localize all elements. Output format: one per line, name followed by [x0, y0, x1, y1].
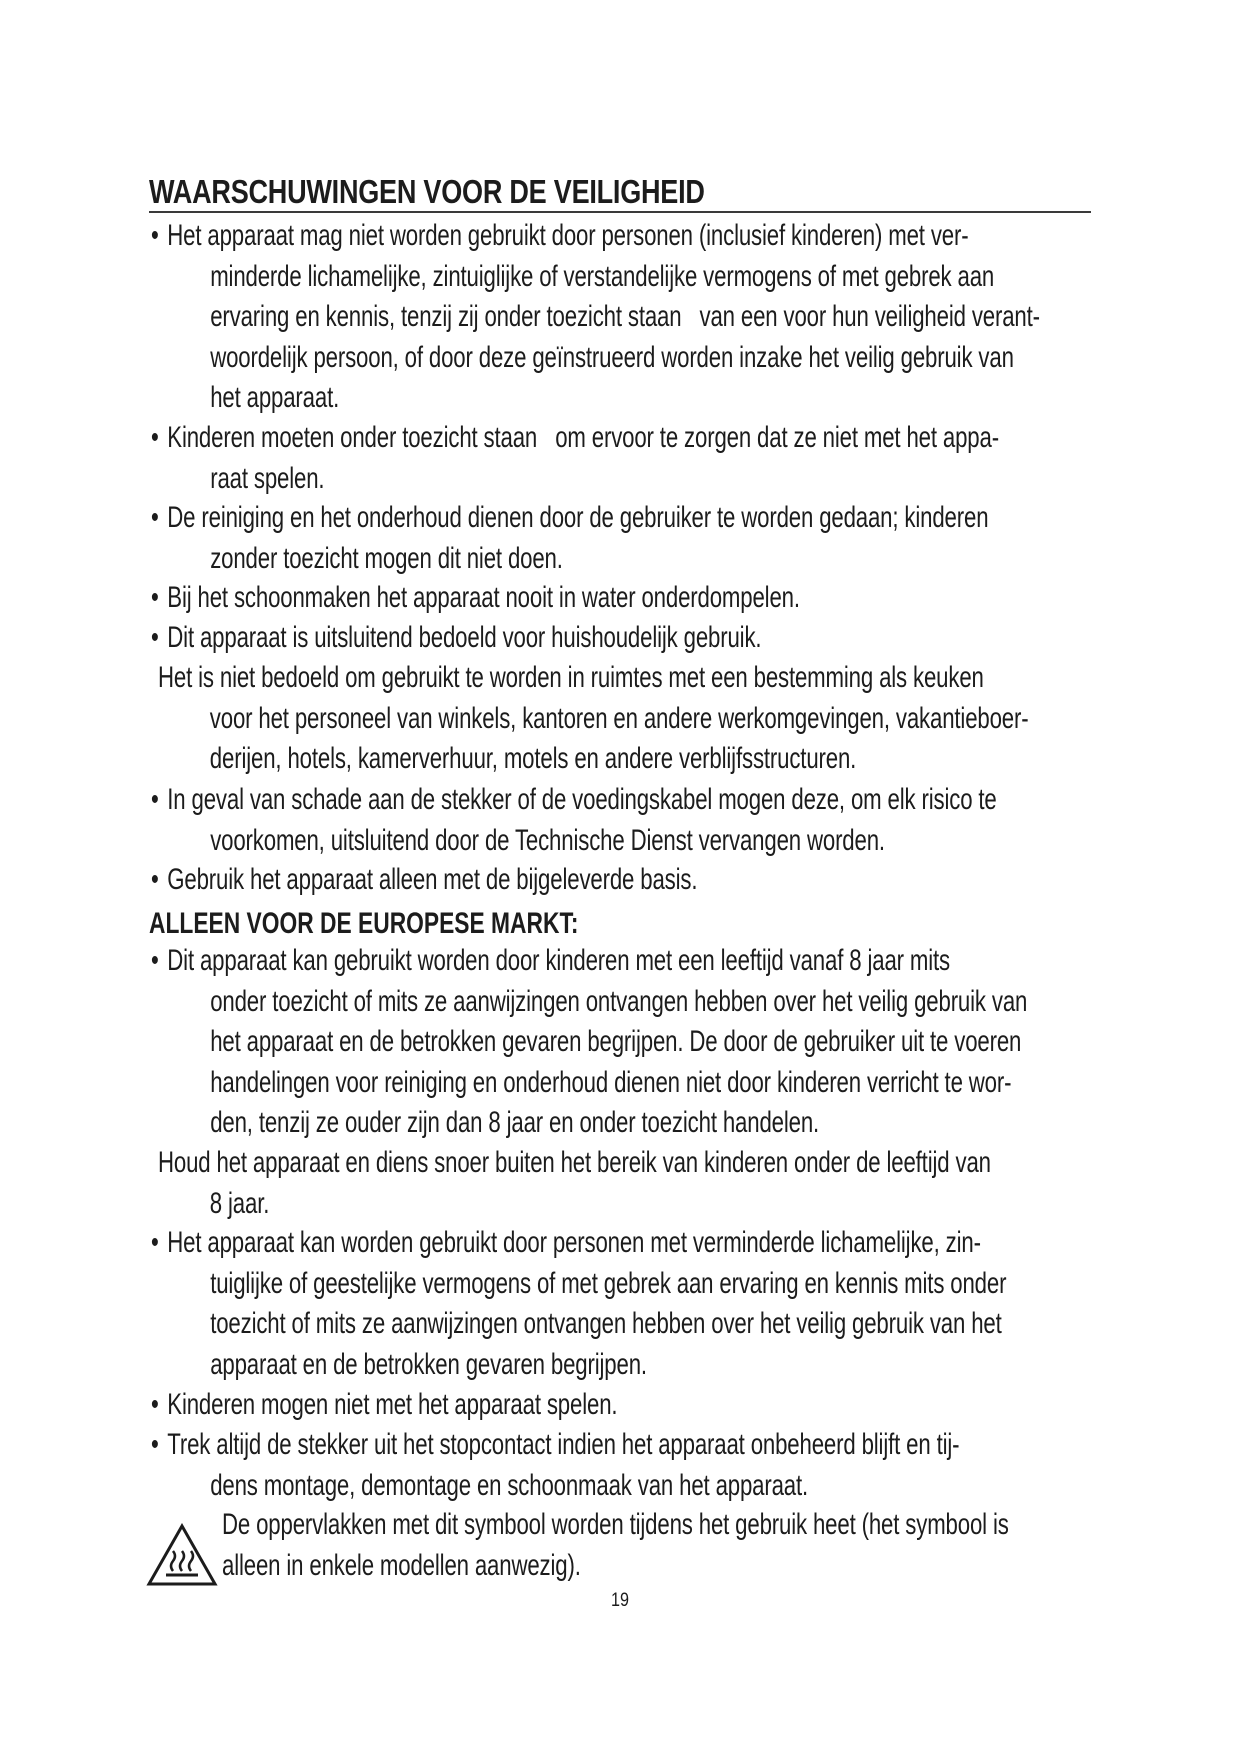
list-item-line: raat spelen.: [210, 461, 325, 495]
list-item: [151, 1385, 617, 1426]
list-item-line: • In geval van schade aan de stekker of de voedingskabel mogen deze, om elk risico te: [151, 780, 997, 821]
list-item: [151, 1223, 1006, 1385]
list-item-line: toezicht of mits ze aanwijzingen ontvangen hebben over het veilig gebruik van het: [210, 1307, 1002, 1340]
list-item: [151, 216, 1040, 419]
list-item: [151, 418, 999, 499]
list-item: [151, 1425, 959, 1506]
list-item-line: • Gebruik het apparaat alleen met de bijgeleverde basis.: [151, 860, 697, 901]
list-item: [151, 941, 1027, 1144]
bullet-icon: •: [151, 863, 159, 896]
page-number: 19: [611, 1590, 629, 1611]
list-item-line: • Trek altijd de stekker uit het stopcontact indien het apparaat onbeheerd blijft en tij-: [151, 1425, 959, 1466]
list-item-line: • Het apparaat mag niet worden gebruikt door personen (inclusief kinderen) met ver-: [151, 216, 1040, 257]
list-item-line: den, tenzij ze ouder zijn dan 8 jaar en onder toezicht handelen.: [210, 1106, 820, 1139]
list-item-line: tuiglijke of geestelijke vermogens of met gebrek aan ervaring en kennis mits onder: [210, 1266, 1007, 1300]
list-item-line: • Kinderen moeten onder toezicht staan om ervoor te zorgen dat ze niet met het appa-: [151, 418, 999, 459]
hot-surface-note: [222, 1505, 1009, 1586]
bullet-icon: •: [151, 621, 159, 654]
bullet-icon: •: [151, 1226, 159, 1259]
paragraph-line: voor het personeel van winkels, kantoren en andere werkomgevingen, vakantieboer-: [209, 701, 1029, 735]
list-item-line: minderde lichamelijke, zintuiglijke of verstandelijke vermogens of met gebrek aan: [210, 259, 995, 293]
paragraph: [158, 1143, 991, 1224]
list-item-line: handelingen voor reiniging en onderhoud dienen niet door kinderen verricht te wor-: [210, 1065, 1012, 1099]
page-title: WAARSCHUWINGEN VOOR DE VEILIGHEID: [149, 173, 705, 210]
title-underline: [149, 211, 1091, 213]
paragraph-line: Houd het apparaat en diens snoer buiten het bereik van kinderen onder de leeftijd van: [158, 1146, 991, 1179]
list-item-line: • Dit apparaat kan gebruikt worden door kinderen met een leeftijd vanaf 8 jaar mits: [151, 941, 1027, 982]
bullet-icon: •: [151, 944, 159, 977]
list-item: [151, 578, 800, 619]
bullet-icon: •: [151, 421, 159, 454]
paragraph: [158, 658, 1028, 780]
list-item-line: • Kinderen mogen niet met het apparaat spelen.: [151, 1385, 617, 1426]
list-item-line: woordelijk persoon, of door deze geïnstrueerd worden inzake het veilig gebruik van: [210, 340, 1014, 374]
bullet-icon: •: [151, 581, 159, 614]
list-item-line: • Bij het schoonmaken het apparaat nooit in water onderdompelen.: [151, 578, 800, 619]
list-item-line: • Het apparaat kan worden gebruikt door personen met verminderde lichamelijke, zin-: [151, 1223, 1006, 1264]
list-item-line: het apparaat en de betrokken gevaren begrijpen. De door de gebruiker uit te voeren: [210, 1025, 1022, 1058]
list-item: [151, 618, 761, 659]
note-line: De oppervlakken met dit symbool worden tijdens het gebruik heet (het symbool is: [222, 1508, 1009, 1541]
paragraph-line: 8 jaar.: [209, 1186, 270, 1220]
hot-surface-warning-icon: [146, 1523, 218, 1587]
list-item-line: • De reiniging en het onderhoud dienen door de gebruiker te worden gedaan; kinderen: [151, 498, 988, 539]
list-item-line: onder toezicht of mits ze aanwijzingen ontvangen hebben over het veilig gebruik van: [210, 984, 1028, 1018]
note-line: alleen in enkele modellen aanwezig).: [222, 1548, 581, 1582]
list-item-line: het apparaat.: [210, 381, 340, 414]
list-item: [151, 780, 997, 861]
list-item-line: apparaat en de betrokken gevaren begrijpen.: [210, 1347, 647, 1381]
list-item: [151, 860, 697, 901]
list-item-line: ervaring en kennis, tenzij zij onder toezicht staan van een voor hun veiligheid verant-: [210, 300, 1040, 333]
paragraph-line: Het is niet bedoeld om gebruikt te worden in ruimtes met een bestemming als keuken: [158, 661, 984, 694]
list-item-line: voorkomen, uitsluitend door de Technische Dienst vervangen worden.: [210, 823, 885, 857]
list-item-line: zonder toezicht mogen dit niet doen.: [210, 541, 563, 575]
bullet-icon: •: [151, 783, 159, 816]
list-item-line: • Dit apparaat is uitsluitend bedoeld voor huishoudelijk gebruik.: [151, 618, 761, 659]
bullet-icon: •: [151, 219, 159, 252]
list-item: [151, 498, 988, 579]
bullet-icon: •: [151, 1388, 159, 1421]
section-heading: ALLEEN VOOR DE EUROPESE MARKT:: [149, 907, 579, 940]
bullet-icon: •: [151, 1428, 159, 1461]
bullet-icon: •: [151, 501, 159, 534]
list-item-line: dens montage, demontage en schoonmaak van het apparaat.: [210, 1468, 809, 1502]
paragraph-line: derijen, hotels, kamerverhuur, motels en andere verblijfsstructuren.: [209, 742, 857, 775]
